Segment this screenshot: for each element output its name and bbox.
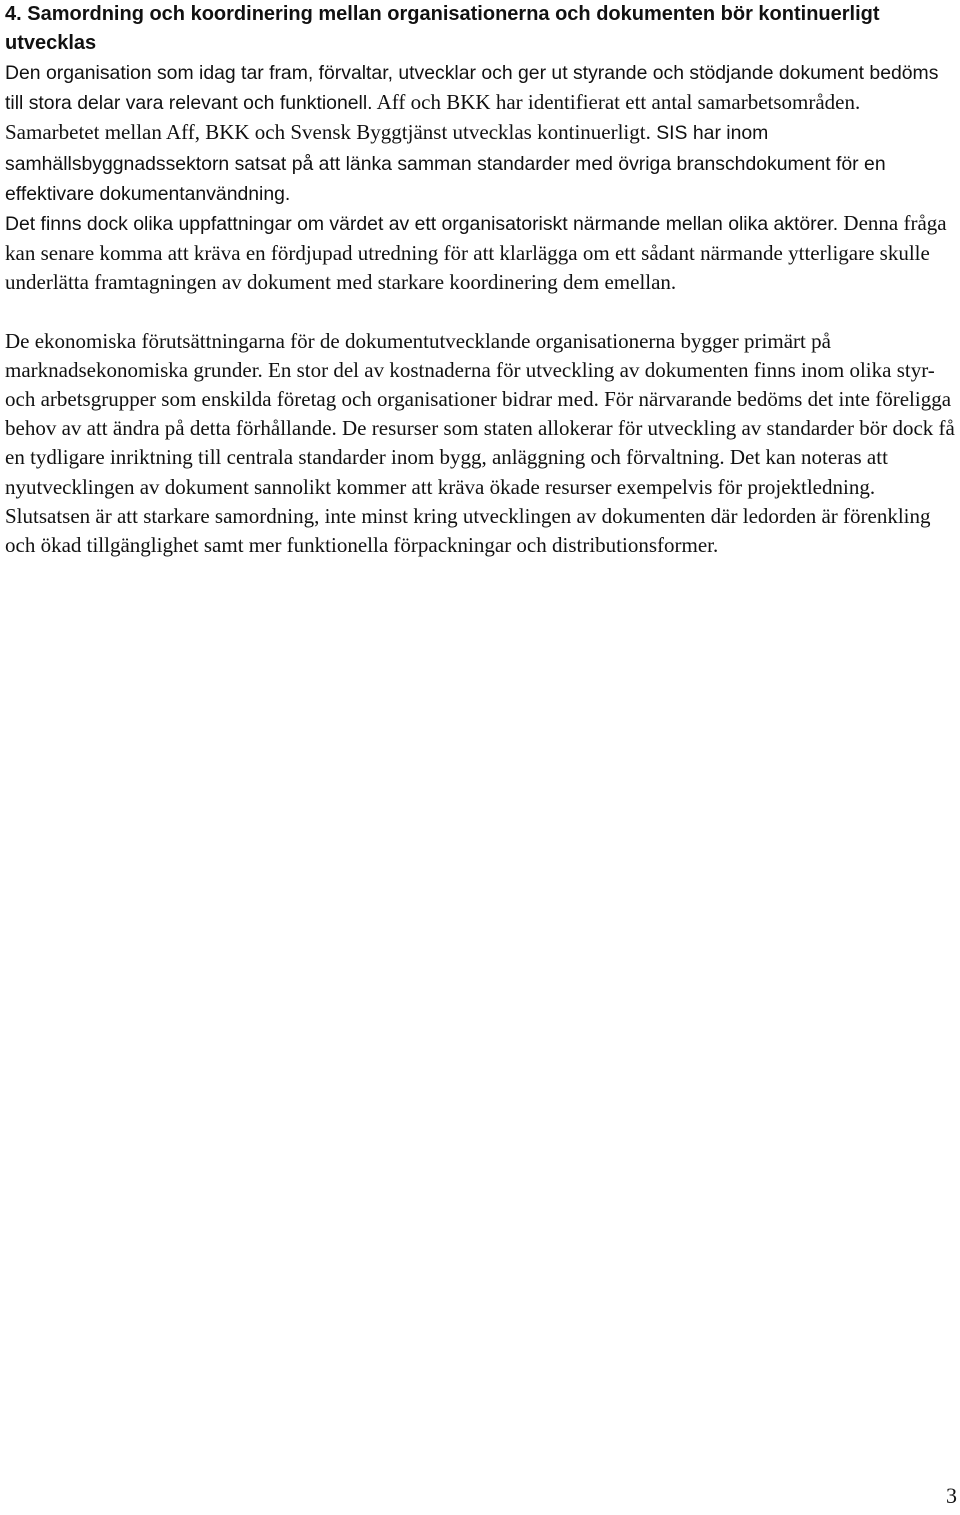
paragraph-perceptions-sentence-2: Denna fråga kan senare komma att kräva en fördjupad utredning för att klarlägga om ett sådant närmande ytterligare skulle underlätta framtagningen av dokument med starkare koordinering dem emellan. [5, 211, 947, 295]
paragraph-conclusion: Slutsatsen är att starkare samordning, inte minst kring utvecklingen av dokumenten där ledorden är förenkling och ökad tillgänglighet samt mer funktionella förpackningar och distributionsformer. [5, 503, 931, 558]
paragraph-organisation-sentence-2: Aff och BKK har identifierat ett antal samarbetsområden. [372, 90, 861, 115]
paragraph-organisation [5, 58, 955, 209]
document-page [5, 0, 955, 560]
section-heading: 4. Samordning och koordinering mellan organisationerna och dokumenten bör kontinuerligt utvecklas [5, 3, 880, 54]
paragraph-perceptions-sentence-1: Det finns dock olika uppfattningar om värdet av ett organisatoriskt närmande mellan olika aktörer. [5, 213, 839, 236]
paragraph-organisation-sentence-4: SIS har inom samhällsbyggnadssektorn satsat på att länka samman standarder med övriga branschdokument för en effektivare dokumentanvändning. [5, 122, 886, 205]
paragraph-organisation-sentence-3: Samarbetet mellan Aff, BKK och Svensk Byggtjänst utvecklas kontinuerligt. [5, 120, 651, 145]
paragraph-perceptions [5, 209, 955, 298]
paragraph-spacer [5, 298, 955, 327]
page-number: 3 [946, 1483, 957, 1508]
paragraph-organisation-sentence-1: Den organisation som idag tar fram, förvaltar, utvecklar och ger ut styrande och stödjande dokument bedöms till stora delar vara relevant och funktionell. [5, 62, 939, 115]
paragraph-economics: De ekonomiska förutsättningarna för de dokumentutvecklande organisationerna bygger primärt på marknadsekonomiska grunder. En stor del av kostnaderna för utveckling av dokumenten finns inom olika styr- och arbetsgrupper som enskilda företag och organisationer bidrar med. För närvarande bedöms det inte föreligga behov av att ändra på detta förhållande. De resurser som staten allokerar för utveckling av standarder bör dock få en tydligare inriktning till centrala standarder inom bygg, anläggning och förvaltning. Det kan noteras att nyutvecklingen av dokument sannolikt kommer att kräva ökade resurser exempelvis för projektledning. [5, 328, 955, 499]
